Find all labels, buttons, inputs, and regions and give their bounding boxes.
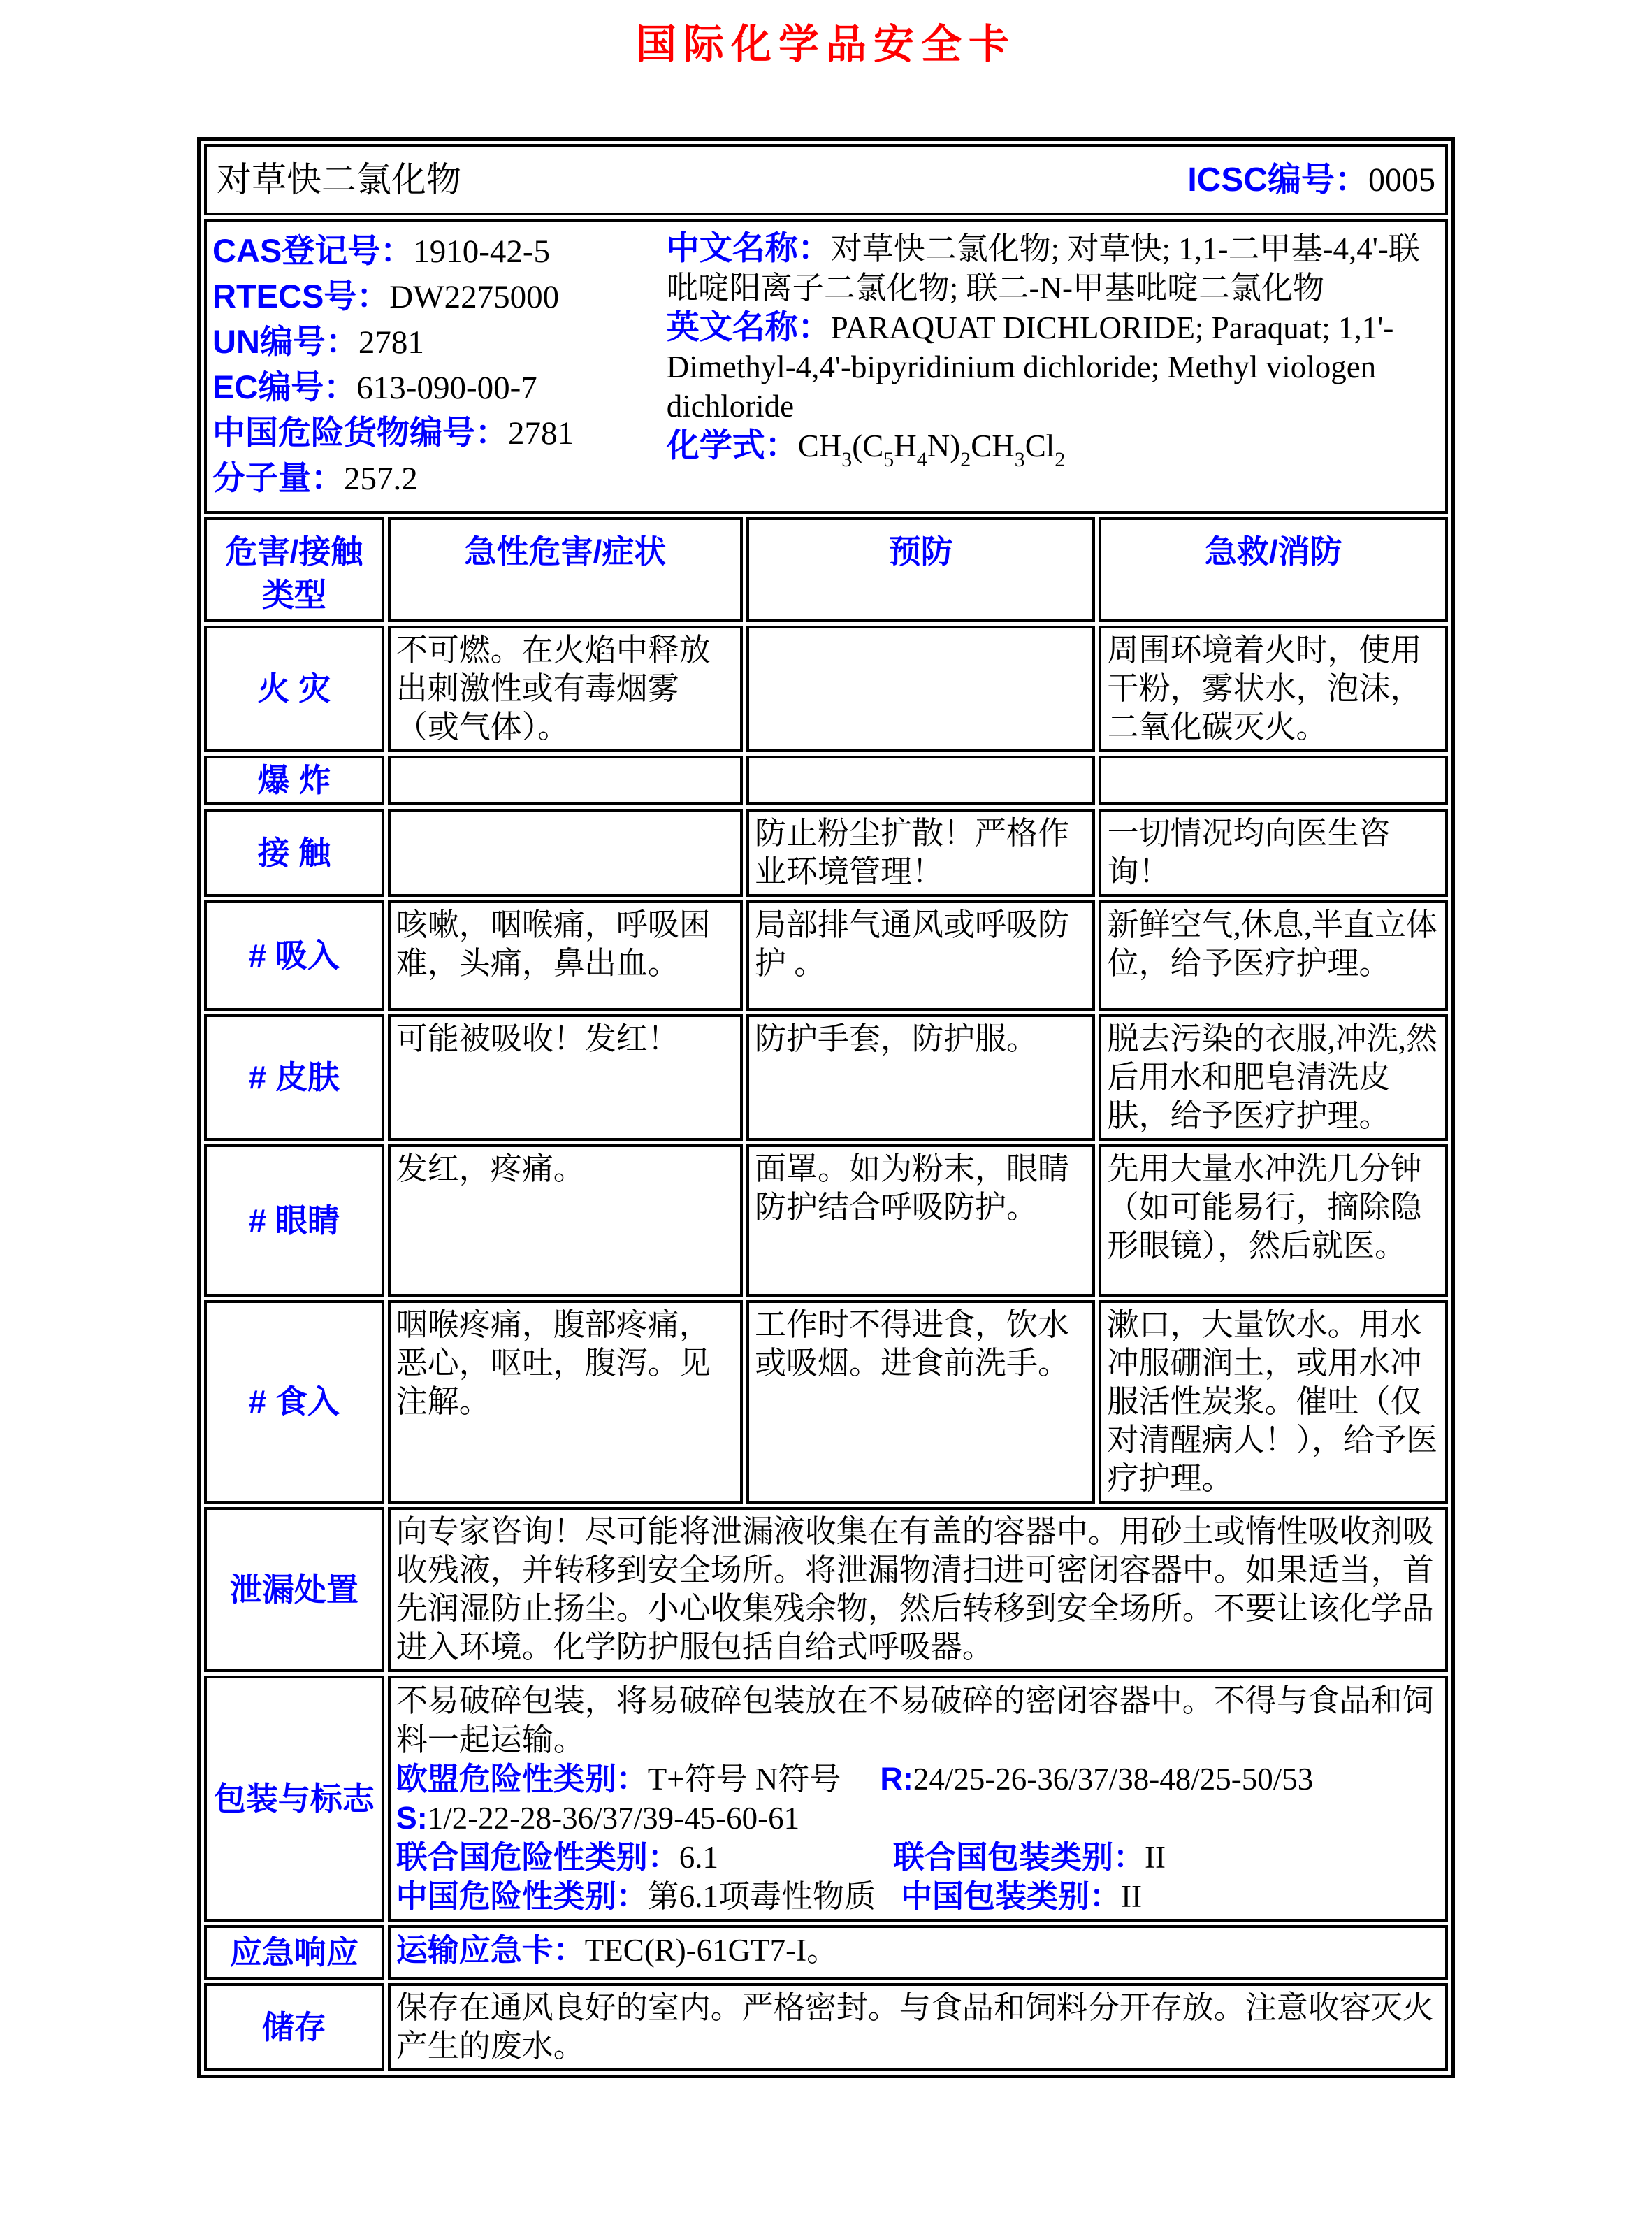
card-header-cell xyxy=(204,144,1448,215)
cn-pack-value: II xyxy=(1120,1879,1142,1914)
row-label-spillage: 泄漏处置 xyxy=(204,1507,384,1672)
eyes-firstaid-cell: 先用大量水冲洗几分钟（如可能易行，摘除隐形眼镜），然后就医。 xyxy=(1099,1144,1448,1297)
row-label-contact: 接 触 xyxy=(204,809,384,897)
cn-class-label: 中国危险性类别： xyxy=(396,1878,648,1914)
un-label: UN编号： xyxy=(212,323,358,360)
identification-cell xyxy=(204,219,1448,514)
cas-label: CAS登记号： xyxy=(212,232,414,269)
un-pack-value: II xyxy=(1144,1840,1166,1875)
ingestion-firstaid-cell: 漱口，大量饮水。用水冲服硼润土，或用水冲服活性炭浆。催吐（仅对清醒病人！），给予医疗护理。 xyxy=(1099,1300,1448,1504)
id-field-un xyxy=(212,319,667,365)
col-header-prevention: 预防 xyxy=(746,517,1095,622)
icsc-number-label: ICSC编号： xyxy=(1187,161,1368,199)
eu-class-value: T+符号 N符号 xyxy=(647,1762,841,1796)
ec-value: 613-090-00-7 xyxy=(356,370,537,406)
eyes-symptoms-cell: 发红，疼痛。 xyxy=(388,1144,743,1297)
col-header-firstaid: 急救/消防 xyxy=(1099,517,1448,622)
un-value: 2781 xyxy=(358,324,424,361)
cas-value: 1910-42-5 xyxy=(413,233,551,270)
row-label-emergency: 应急响应 xyxy=(204,1925,384,1980)
contact-prevention-cell: 防止粉尘扩散！严格作业环境管理！ xyxy=(746,809,1095,897)
explosion-prevention-cell xyxy=(746,756,1095,805)
row-label-eyes: # 眼睛 xyxy=(204,1144,384,1297)
id-left-column xyxy=(212,229,667,501)
fire-prevention-cell xyxy=(746,626,1095,752)
id-field-cas xyxy=(212,229,667,274)
id-field-mol-weight xyxy=(212,456,667,501)
page-title: 国际化学品安全卡 xyxy=(635,22,1016,67)
spillage-row xyxy=(204,1507,1448,1672)
packaging-s-line xyxy=(396,1799,1440,1838)
r-phrases-label: R: xyxy=(880,1761,913,1796)
packaging-un-line xyxy=(396,1838,1440,1877)
hazard-row-ingestion xyxy=(204,1300,1448,1504)
chemical-name: 对草快二氯化物 xyxy=(217,159,461,199)
inhalation-firstaid-cell: 新鲜空气,休息,半直立体位，给予医疗护理。 xyxy=(1099,900,1448,1011)
formula-value: $CH_3(C_5H_4N)_2CH_3Cl_2$ xyxy=(797,429,1066,471)
hazard-row-eyes xyxy=(204,1144,1448,1297)
mol-weight-value: 257.2 xyxy=(344,461,418,497)
id-right-column xyxy=(667,229,1440,501)
china-dg-label: 中国危险货物编号： xyxy=(212,414,508,451)
inhalation-prevention-cell: 局部排气通风或呼吸防护 。 xyxy=(746,900,1095,1011)
hazard-type-line1: 危害/接触 xyxy=(225,533,363,570)
chinese-name-value: 对草快二氯化物; 对草快; 1,1-二甲基-4,4'-联吡啶阳离子二氯化物; 联二-N-甲基吡啶二氯化物 xyxy=(666,231,1420,305)
cn-pack-label: 中国包装类别： xyxy=(900,1878,1121,1914)
packaging-eu-line xyxy=(396,1759,1440,1799)
col-header-symptoms: 急性危害/症状 xyxy=(388,517,743,622)
row-label-ingestion: # 食入 xyxy=(204,1300,384,1504)
cn-class-value: 第6.1项毒性物质 xyxy=(647,1879,876,1914)
english-name-label: 英文名称： xyxy=(666,308,831,345)
row-label-packaging: 包装与标志 xyxy=(204,1676,384,1922)
chinese-name-line xyxy=(667,229,1437,308)
eyes-prevention-cell: 面罩。如为粉末，眼睛防护结合呼吸防护。 xyxy=(746,1144,1095,1297)
storage-row xyxy=(204,1983,1448,2071)
inhalation-symptoms-cell: 咳嗽，咽喉痛，呼吸困难，头痛，鼻出血。 xyxy=(388,900,743,1011)
transport-card-label: 运输应急卡： xyxy=(396,1932,585,1968)
english-name-line xyxy=(667,308,1437,426)
row-label-skin: # 皮肤 xyxy=(204,1014,384,1141)
rtecs-value: DW2275000 xyxy=(389,279,560,315)
un-class-value: 6.1 xyxy=(679,1840,718,1875)
icsc-number xyxy=(1187,161,1435,199)
s-phrases-value: 1/2-22-28-36/37/39-45-60-61 xyxy=(427,1801,800,1836)
icsc-card-table xyxy=(197,137,1455,2078)
col-header-hazard-type xyxy=(204,517,384,622)
chinese-name-label: 中文名称： xyxy=(666,229,831,266)
identification-row xyxy=(204,219,1448,514)
r-phrases-value: 24/25-26-36/37/38-48/25-50/53 xyxy=(913,1762,1314,1796)
storage-text-cell: 保存在通风良好的室内。严格密封。与食品和饲料分开存放。注意收容灭火产生的废水。 xyxy=(388,1983,1448,2071)
eu-class-label: 欧盟危险性类别： xyxy=(396,1761,648,1796)
hazard-row-explosion xyxy=(204,756,1448,805)
rtecs-label: RTECS号： xyxy=(212,278,390,315)
fire-symptoms-cell: 不可燃。在火焰中释放出刺激性或有毒烟雾（或气体）。 xyxy=(388,626,743,752)
skin-symptoms-cell: 可能被吸收！发红！ xyxy=(388,1014,743,1141)
packaging-text-cell xyxy=(388,1676,1448,1922)
fire-firstaid-cell: 周围环境着火时，使用干粉，雾状水，泡沫，二氧化碳灭火。 xyxy=(1099,626,1448,752)
formula-label: 化学式： xyxy=(666,426,798,463)
packaging-cn-line xyxy=(396,1877,1440,1916)
hazard-row-inhalation xyxy=(204,900,1448,1011)
china-dg-value: 2781 xyxy=(508,415,574,452)
packaging-row xyxy=(204,1676,1448,1922)
s-phrases-label: S: xyxy=(396,1800,428,1836)
un-class-label: 联合国危险性类别： xyxy=(396,1839,679,1875)
mol-weight-label: 分子量： xyxy=(212,459,344,496)
id-field-china-dg xyxy=(212,410,667,456)
id-field-ec xyxy=(212,365,667,410)
packaging-intro: 不易破碎包装，将易破碎包装放在不易破碎的密闭容器中。不得与食品和饲料一起运输。 xyxy=(396,1683,1434,1757)
skin-prevention-cell: 防护手套，防护服。 xyxy=(746,1014,1095,1141)
spillage-text-cell: 向专家咨询！尽可能将泄漏液收集在有盖的容器中。用砂土或惰性吸收剂吸收残液，并转移到安全场所。将泄漏物清扫进可密闭容器中。如果适当，首先润湿防止扬尘。小心收集残余物，然后转移到安全场所。不要让该化学品进入环境。化学防护服包括自给式呼吸器。 xyxy=(388,1507,1448,1672)
hazard-row-contact xyxy=(204,809,1448,897)
hazard-row-fire xyxy=(204,626,1448,752)
un-pack-label: 联合国包装类别： xyxy=(892,1839,1145,1875)
explosion-firstaid-cell xyxy=(1099,756,1448,805)
icsc-number-value: 0005 xyxy=(1368,161,1435,199)
id-field-rtecs xyxy=(212,274,667,319)
contact-firstaid-cell: 一切情况均向医生咨询！ xyxy=(1099,809,1448,897)
row-label-explosion: 爆 炸 xyxy=(204,756,384,805)
ingestion-prevention-cell: 工作时不得进食，饮水或吸烟。进食前洗手。 xyxy=(746,1300,1095,1504)
ec-label: EC编号： xyxy=(212,368,357,405)
skin-firstaid-cell: 脱去污染的衣服,冲洗,然后用水和肥皂清洗皮肤，给予医疗护理。 xyxy=(1099,1014,1448,1141)
emergency-row xyxy=(204,1925,1448,1980)
transport-card-value: TEC(R)-61GT7-I。 xyxy=(584,1933,839,1968)
formula-line xyxy=(666,426,1437,471)
contact-symptoms-cell xyxy=(388,809,743,897)
english-name-value: PARAQUAT DICHLORIDE; Paraquat; 1,1'-Dimethyl-4,4'-bipyridinium dichloride; Methyl viologen dichloride xyxy=(666,310,1394,424)
row-label-storage: 储存 xyxy=(204,1983,384,2071)
card-header-row xyxy=(204,144,1448,215)
ingestion-symptoms-cell: 咽喉疼痛，腹部疼痛，恶心，呕吐，腹泻。见注解。 xyxy=(388,1300,743,1504)
row-label-fire: 火 灾 xyxy=(204,626,384,752)
explosion-symptoms-cell xyxy=(388,756,743,805)
row-label-inhalation: # 吸入 xyxy=(204,900,384,1011)
hazard-type-line2: 类型 xyxy=(261,577,326,613)
emergency-text-cell xyxy=(388,1925,1448,1980)
hazard-header-row xyxy=(204,517,1448,622)
hazard-row-skin xyxy=(204,1014,1448,1141)
